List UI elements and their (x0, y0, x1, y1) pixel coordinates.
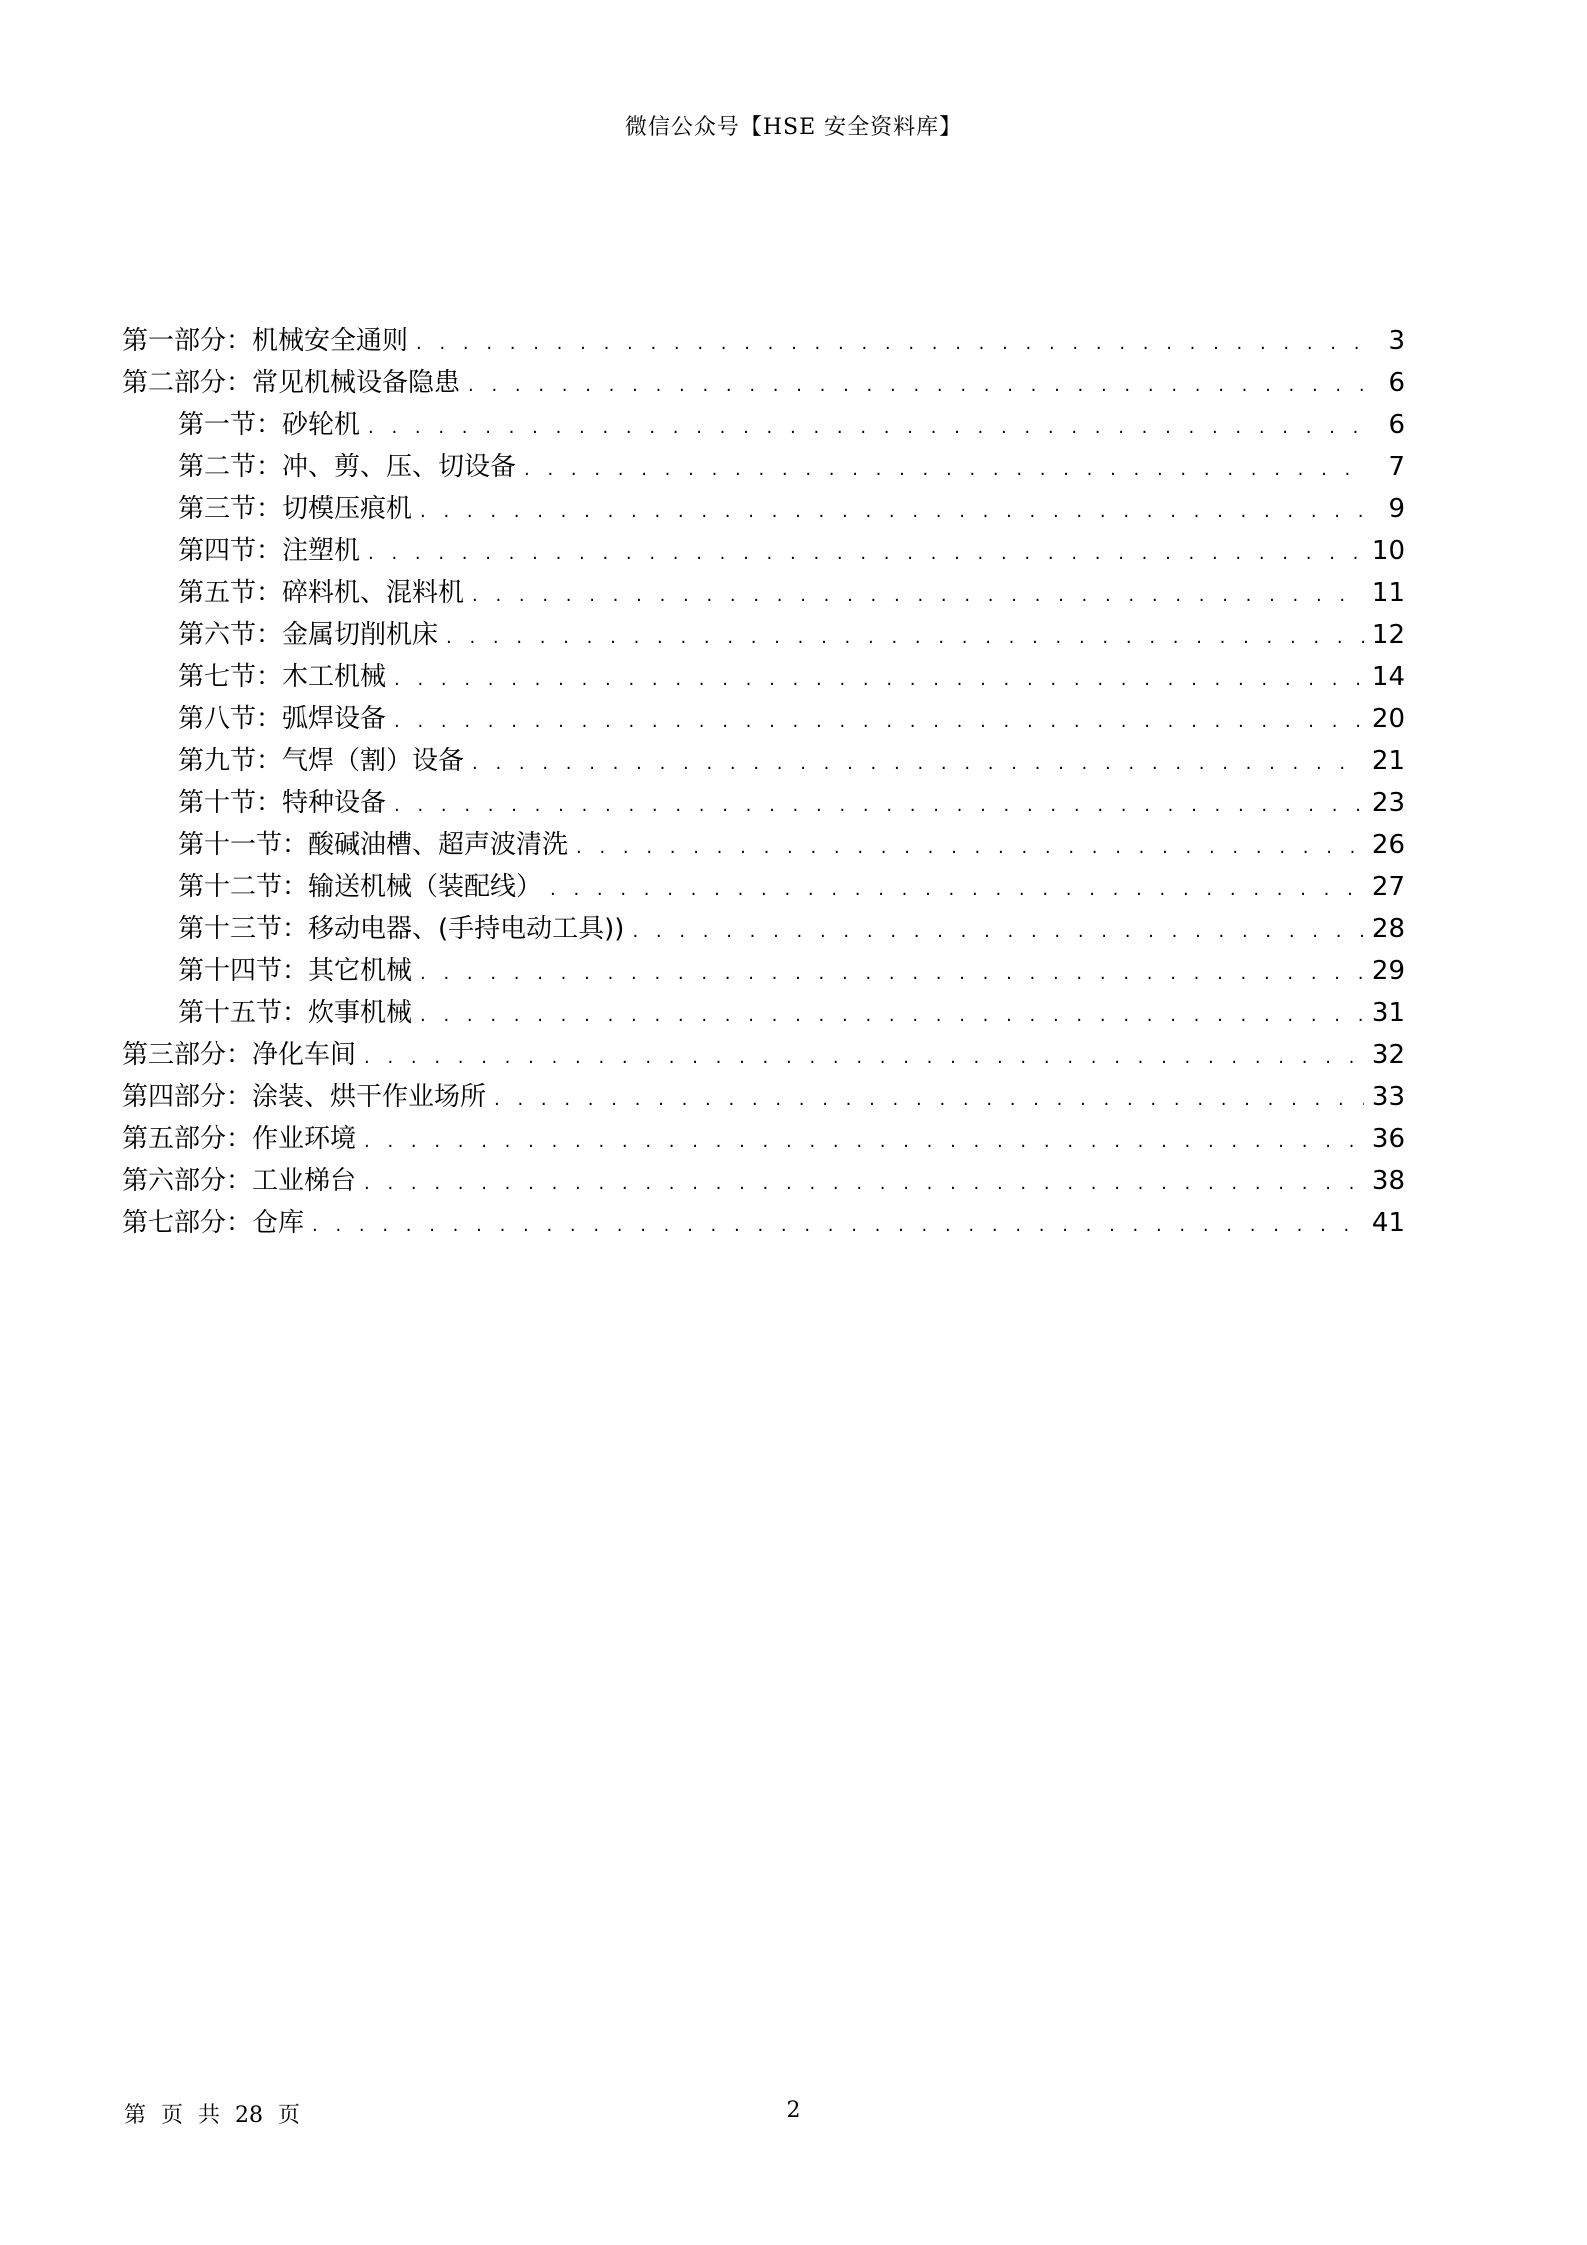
page-footer-count: 第 页 共 28 页 (124, 2103, 300, 2128)
toc-entry-title: 第十四节：其它机械 (178, 956, 413, 986)
toc-entry-title: 第六部分：工业梯台 (122, 1166, 357, 1196)
toc-entry-part[interactable] (122, 1034, 1405, 1076)
toc-entry-section[interactable] (122, 446, 1405, 488)
toc-entry-page-number: 31 (1371, 998, 1405, 1028)
toc-entry-title: 第五节：碎料机、混料机 (178, 578, 465, 608)
toc-entry-page-number: 38 (1371, 1166, 1405, 1196)
toc-entry-page-number: 11 (1371, 578, 1405, 608)
toc-entry-part[interactable] (122, 1118, 1405, 1160)
toc-entry-title: 第五部分：作业环境 (122, 1124, 357, 1154)
toc-dot-leader (420, 953, 1364, 995)
toc-dot-leader (576, 827, 1364, 869)
toc-entry-page-number: 28 (1371, 914, 1405, 944)
toc-entry-page-number: 32 (1371, 1040, 1405, 1070)
toc-entry-page-number: 14 (1371, 662, 1405, 692)
toc-entry-title: 第十三节：移动电器、(手持电动工具)) (178, 914, 625, 944)
toc-entry-section[interactable] (122, 824, 1405, 866)
toc-entry-page-number: 23 (1371, 788, 1405, 818)
toc-entry-section[interactable] (122, 572, 1405, 614)
toc-dot-leader (446, 617, 1364, 659)
toc-entry-page-number: 9 (1388, 494, 1405, 524)
toc-entry-title: 第二部分：常见机械设备隐患 (122, 368, 461, 398)
toc-entry-page-number: 26 (1371, 830, 1405, 860)
toc-entry-title: 第三节：切模压痕机 (178, 494, 413, 524)
toc-entry-section[interactable] (122, 488, 1405, 530)
toc-dot-leader (312, 1205, 1364, 1247)
toc-entry-section[interactable] (122, 404, 1405, 446)
toc-entry-page-number: 27 (1371, 872, 1405, 902)
toc-entry-title: 第三部分：净化车间 (122, 1040, 357, 1070)
toc-dot-leader (394, 785, 1364, 827)
toc-entry-title: 第八节：弧焊设备 (178, 704, 387, 734)
toc-entry-title: 第一部分：机械安全通则 (122, 326, 409, 356)
toc-entry-part[interactable] (122, 320, 1405, 362)
toc-entry-section[interactable] (122, 614, 1405, 656)
toc-entry-section[interactable] (122, 992, 1405, 1034)
toc-entry-page-number: 36 (1371, 1124, 1405, 1154)
toc-entry-section[interactable] (122, 866, 1405, 908)
toc-entry-part[interactable] (122, 1160, 1405, 1202)
toc-entry-title: 第四节：注塑机 (178, 536, 361, 566)
toc-entry-title: 第四部分：涂装、烘干作业场所 (122, 1082, 487, 1112)
toc-entry-title: 第一节：砂轮机 (178, 410, 361, 440)
toc-dot-leader (364, 1163, 1364, 1205)
table-of-contents (122, 320, 1405, 1244)
page-header: 微信公众号【HSE 安全资料库】 (624, 115, 963, 140)
toc-entry-section[interactable] (122, 530, 1405, 572)
toc-entry-section[interactable] (122, 698, 1405, 740)
page-footer-number: 2 (786, 2098, 801, 2123)
toc-entry-page-number: 20 (1371, 704, 1405, 734)
toc-entry-page-number: 12 (1371, 620, 1405, 650)
toc-entry-section[interactable] (122, 656, 1405, 698)
toc-entry-part[interactable] (122, 1076, 1405, 1118)
toc-entry-page-number: 7 (1388, 452, 1405, 482)
toc-dot-leader (394, 659, 1364, 701)
toc-dot-leader (472, 575, 1364, 617)
toc-dot-leader (524, 449, 1367, 491)
toc-entry-title: 第十五节：炊事机械 (178, 998, 413, 1028)
toc-entry-page-number: 6 (1388, 410, 1405, 440)
toc-entry-page-number: 21 (1371, 746, 1405, 776)
toc-entry-section[interactable] (122, 908, 1405, 950)
toc-entry-part[interactable] (122, 362, 1405, 404)
toc-entry-title: 第二节：冲、剪、压、切设备 (178, 452, 517, 482)
toc-entry-title: 第七节：木工机械 (178, 662, 387, 692)
toc-entry-section[interactable] (122, 950, 1405, 992)
toc-dot-leader (364, 1121, 1364, 1163)
toc-entry-title: 第十一节：酸碱油槽、超声波清洗 (178, 830, 569, 860)
toc-dot-leader (368, 407, 1367, 449)
toc-entry-page-number: 3 (1388, 326, 1405, 356)
toc-dot-leader (468, 365, 1367, 407)
toc-entry-section[interactable] (122, 782, 1405, 824)
toc-entry-title: 第六节：金属切削机床 (178, 620, 439, 650)
toc-dot-leader (550, 869, 1364, 911)
toc-entry-section[interactable] (122, 740, 1405, 782)
toc-dot-leader (368, 533, 1364, 575)
toc-dot-leader (416, 323, 1367, 365)
toc-dot-leader (494, 1079, 1364, 1121)
toc-dot-leader (632, 911, 1363, 953)
toc-entry-title: 第十节：特种设备 (178, 788, 387, 818)
toc-entry-page-number: 41 (1371, 1208, 1405, 1238)
toc-dot-leader (420, 995, 1364, 1037)
toc-entry-title: 第九节：气焊（割）设备 (178, 746, 465, 776)
toc-entry-title: 第十二节：输送机械（装配线） (178, 872, 543, 902)
toc-entry-page-number: 33 (1371, 1082, 1405, 1112)
toc-entry-page-number: 6 (1388, 368, 1405, 398)
toc-dot-leader (472, 743, 1364, 785)
toc-entry-page-number: 10 (1371, 536, 1405, 566)
toc-dot-leader (364, 1037, 1364, 1079)
toc-entry-part[interactable] (122, 1202, 1405, 1244)
toc-dot-leader (420, 491, 1367, 533)
toc-dot-leader (394, 701, 1364, 743)
toc-entry-page-number: 29 (1371, 956, 1405, 986)
toc-entry-title: 第七部分：仓库 (122, 1208, 305, 1238)
